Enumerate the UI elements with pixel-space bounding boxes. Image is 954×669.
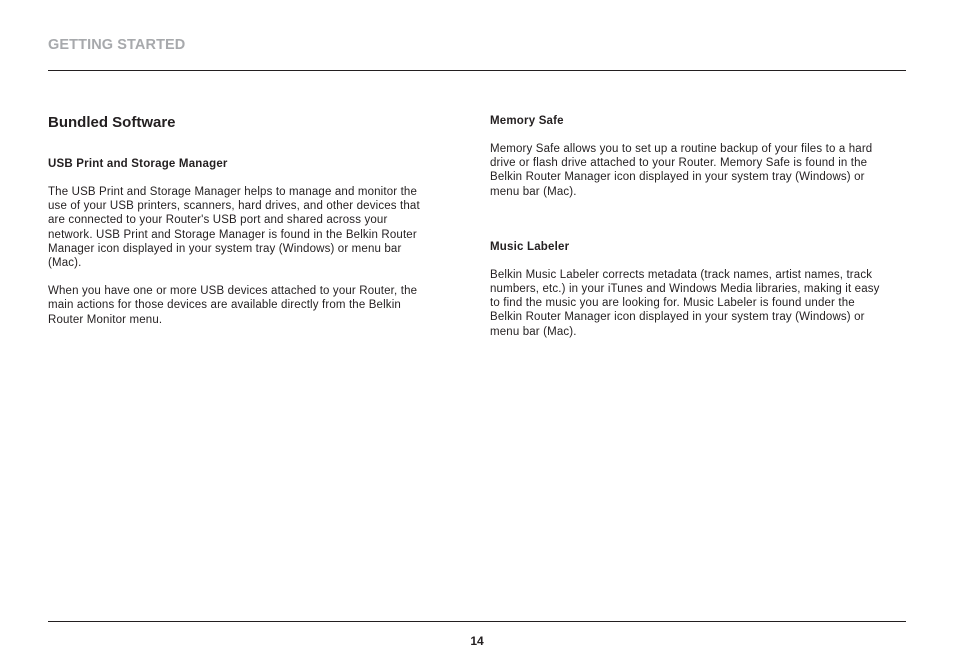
usb-manager-paragraph-2: When you have one or more USB devices attached to your Router, the main actions for those devices are available directly from the Belkin Router Monitor menu. — [48, 285, 418, 326]
music-labeler-paragraph: Belkin Music Labeler corrects metadata (track names, artist names, track numbers, etc.) in your iTunes and Windows Media libraries, making it easy to find the music you are looking for. Music Labeler is found under the Belkin Router Manager icon displayed in your system tray (Windows) or menu bar (Mac). — [490, 268, 880, 338]
header-divider — [48, 70, 906, 71]
right-column — [490, 114, 880, 339]
section-title: GETTING STARTED — [48, 37, 186, 53]
page-heading: Bundled Software — [48, 114, 176, 131]
page-number: 14 — [470, 634, 484, 648]
usb-manager-heading: USB Print and Storage Manager — [48, 158, 228, 170]
footer-divider — [48, 621, 906, 622]
memory-safe-heading: Memory Safe — [490, 115, 564, 127]
left-column — [48, 113, 428, 327]
memory-safe-paragraph: Memory Safe allows you to set up a routine backup of your files to a hard drive or flash drive attached to your Router. Memory Safe is found in the Belkin Router Manager icon displayed in your system tray (Windows) or menu bar (Mac). — [490, 143, 873, 198]
music-labeler-heading: Music Labeler — [490, 240, 570, 253]
usb-manager-paragraph-1: The USB Print and Storage Manager helps to manage and monitor the use of your USB printers, scanners, hard drives, and other devices that are connected to your Router's USB port and shared across your network. USB Print and Storage Manager is found in the Belkin Router Manager icon displayed in your system tray (Windows) or menu bar (Mac). — [48, 186, 420, 270]
